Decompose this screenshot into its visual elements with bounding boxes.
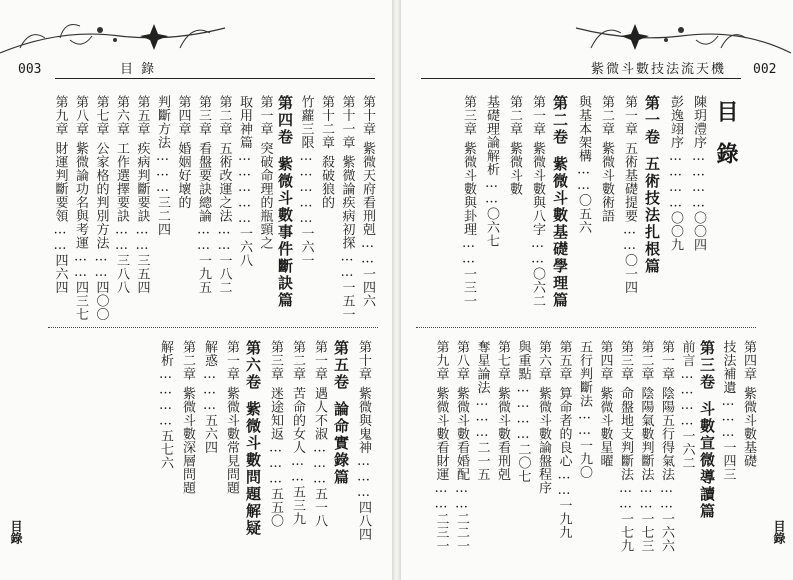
book-spine [392,0,401,580]
chapter-number: 第九章 [52,95,68,136]
page-number: 003 [18,62,42,77]
page-ref: 四八四 [356,500,371,541]
foot-mark: 目錄 [9,520,23,544]
entry-title: 工作選擇要訣 [114,141,129,223]
toc-entry[interactable] [618,340,632,553]
entry-title: 陰陽氣數判斷法 [638,386,654,481]
page-ref: 二三一 [433,512,449,553]
foot-mark: 目錄 [772,520,786,544]
entry-title: 論命實錄篇 [332,401,350,486]
toc-entry[interactable] [224,340,238,495]
entry-title: 遇人不淑 [312,386,327,441]
chapter-number: 第三章 [618,340,633,381]
entry-title: 解析 [158,340,173,367]
entry-title: 疾病判斷要訣 [134,141,150,223]
toc-entry[interactable] [484,95,498,248]
toc-entry[interactable] [268,340,282,528]
toc-entry[interactable] [299,95,313,267]
chapter-number: 第二章 [599,95,614,136]
header-rule [421,78,741,79]
page-ref: 一六二 [679,429,695,470]
page-ref: 三八八 [114,253,129,294]
leader-dots: …… [576,162,591,194]
toc-entry[interactable] [622,95,636,294]
chapter-number: 第七章 [495,340,510,381]
chapter-number: 第一章 [257,95,273,136]
volume-heading [700,340,714,520]
page-ref: 四〇〇 [93,280,109,321]
volume-heading [553,95,567,309]
running-head: 紫微斗數技法流天機 [591,62,727,77]
page-ref: 一五一 [339,280,355,321]
toc-entry[interactable] [356,340,370,541]
leader-dots: …… [93,249,109,281]
entry-title: 財運判斷要領 [52,141,68,223]
leader-dots: …… [134,222,150,254]
entry-title: 迷途知返 [268,386,283,441]
entry-title: 前言 [679,340,695,367]
entry-title: 奪星論法 [474,340,490,394]
chapter-number: 第六章 [114,95,129,136]
entry-title: 紫微斗數常見問題 [224,386,239,495]
page-ref: 三二四 [155,195,170,236]
chapter-number: 第二章 [290,340,305,381]
leader-dots: ……… [155,149,170,196]
toc-entry[interactable] [577,340,591,479]
toc-entry[interactable] [135,95,149,294]
chapter-number: 第六卷 [244,340,262,391]
leader-dots: …… [216,222,232,254]
page-ref: 四三七 [73,280,88,321]
leader-dots: ……… [312,440,327,487]
toc-entry[interactable] [691,95,705,252]
entry-title: 算命者的良心 [556,386,572,468]
leader-dots: ……… [202,367,217,414]
chapter-number: 第五章 [556,340,572,381]
toc-entry[interactable] [741,340,755,468]
entry-title: 與重點 [515,340,531,381]
entry-title: 五行判斷法 [577,340,592,408]
volume-heading [246,340,260,537]
toc-entry[interactable] [576,95,590,234]
entry-title: 看盤要訣總論 [196,141,211,223]
volume-heading [645,95,659,275]
chapter-number: 第十章 [356,340,371,381]
leader-dots: …… [618,481,633,512]
page-ref: 二二一 [454,512,469,553]
chapter-number: 第一章 [530,95,545,136]
page-ref: 一九五 [196,253,211,294]
toc-entry[interactable] [454,340,468,553]
right-page [401,0,793,580]
entry-title: 竹蘿三限 [298,95,314,149]
toc-entry[interactable] [73,95,87,321]
floral-ornament-icon [0,8,230,68]
leader-dots: ………… [679,367,695,429]
page-ref: 一九九 [556,498,572,539]
entry-title: 陰陽五行得氣法 [659,386,674,481]
chapter-number: 第一章 [659,340,674,381]
page-ref: 〇一四 [622,253,637,294]
entry-title: 彭逸翊序 [668,95,683,149]
page-ref: 一六六 [659,512,674,553]
leader-dots: …… [290,454,305,485]
chapter-number: 第一卷 [643,95,661,146]
leader-dots: …… [114,222,129,254]
page-ref: 一九〇 [577,438,592,479]
entry-title: 基礎理論解析 [484,95,499,176]
running-head: 目 錄 [120,62,157,77]
chapter-number: 第二章 [180,340,195,381]
page-ref: 五五〇 [268,487,283,528]
page-ref: 五六四 [202,413,217,454]
leader-dots: …… [461,236,476,267]
entry-title: 斗數宣微導讀篇 [698,401,716,520]
entry-title: 紫微與鬼神 [356,386,371,454]
leader-dots: …… [433,481,449,512]
leader-dots: ……… [474,394,490,441]
leader-dots: ……… [268,440,283,487]
entry-title: 紫微斗數基礎學理篇 [551,156,569,309]
entry-title: 紫微斗數看財運 [433,386,449,481]
toc-entry[interactable] [557,340,571,539]
chapter-number: 第二章 [507,95,522,136]
leader-dots: …………… [237,149,252,227]
toc-entry[interactable] [217,95,231,294]
leader-dots: …… [52,222,68,254]
chapter-number: 第四章 [597,340,613,381]
chapter-number: 第三章 [196,95,211,136]
toc-entry[interactable] [599,95,613,223]
chapter-number: 第四卷 [276,95,294,146]
toc-entry[interactable] [155,95,169,236]
header-rule [55,78,375,79]
toc-entry[interactable] [319,95,333,209]
page-ref: 五七六 [158,429,173,470]
toc-entry[interactable] [114,95,128,294]
toc-entry[interactable] [639,340,653,553]
toc-entry[interactable] [598,340,612,468]
entry-title: 判斷方法 [155,95,170,149]
page-ref: 五一八 [312,487,327,528]
toc-entry[interactable] [94,95,108,321]
page-ref: 四六四 [52,253,68,294]
entry-title: 紫微論疾病初探 [339,155,355,250]
entry-title: 婚姻好壞的 [175,141,191,209]
leader-dots: ……… [356,454,371,501]
leader-dots: …… [622,222,637,254]
chapter-number: 第五卷 [332,340,350,391]
toc-entry[interactable] [516,340,530,483]
chapter-number: 第一章 [622,95,637,136]
entry-title: 殺破狼的 [319,155,334,209]
chapter-number: 第四章 [175,95,191,136]
leader-dots: …… [659,481,674,512]
entry-title: 紫微斗數基礎 [741,386,756,468]
chapter-number: 第十二章 [319,95,334,149]
toc-entry[interactable] [258,95,272,250]
leader-dots: …… [73,249,88,281]
entry-title: 命盤地支判斷法 [618,386,633,481]
toc-entry[interactable] [340,95,354,321]
entry-title: 紫微天府看刑剋 [360,141,375,236]
entry-title: 技法補遺 [720,340,736,394]
page-ref: 二〇七 [515,442,531,483]
toc-entry[interactable] [536,340,550,495]
page-ref: 一四六 [360,267,375,308]
toc-entry[interactable] [530,95,544,308]
toc-entry[interactable] [475,340,489,481]
page-ref: 一七九 [618,512,633,553]
toc-entry[interactable] [495,340,509,481]
leader-dots: …… [577,407,592,439]
leader-dots: …… [360,236,375,267]
page-ref: 〇五六 [576,193,591,234]
toc-entry[interactable] [668,95,682,252]
toc-entry[interactable] [180,340,194,495]
entry-title: 紫微論功名與考運 [73,141,88,250]
entry-title: 紫微斗數與卦理 [461,141,476,236]
chapter-number: 第八章 [454,340,469,381]
chapter-number: 第二卷 [551,95,569,146]
entry-title: 紫微斗數深層問題 [180,386,195,495]
entry-title: 紫微斗數問題解疑 [244,401,262,537]
page-ref: 〇六二 [530,267,545,308]
entry-title: 取用神篇 [237,95,252,149]
leader-dots: ………… [515,380,531,443]
toc-entry[interactable] [360,95,374,308]
page-ref: 〇〇九 [668,211,683,252]
leader-dots: …… [484,176,499,207]
page-ref: 一八二 [216,253,232,294]
page-ref: 二一五 [474,440,490,481]
chapter-number: 第六章 [536,340,551,381]
leader-dots: …… [530,236,545,267]
volume-heading [278,95,292,309]
leader-dots: …… [339,249,355,281]
chapter-number: 第十章 [360,95,375,136]
chapter-number: 第一章 [224,340,239,381]
toc-entry[interactable] [434,340,448,553]
chapter-number: 第一章 [312,340,327,381]
toc-entry[interactable] [659,340,673,553]
toc-entry[interactable] [312,340,326,528]
chapter-number: 第三卷 [698,340,716,391]
leader-dots: …… [454,481,469,512]
chapter-number: 第十一章 [339,95,355,149]
toc-entry[interactable] [507,95,521,196]
page-ref: 一三一 [461,267,476,308]
toc-entry[interactable] [290,340,304,526]
entry-title: 苦命的女人 [290,386,305,454]
toc-entry[interactable] [202,340,216,454]
leader-dots: …………… [298,149,314,227]
chapter-number: 第七章 [93,95,109,136]
leader-dots: …… [196,222,211,254]
chapter-number: 第五章 [134,95,150,136]
page-ref: 〇〇四 [691,211,706,252]
toc-entry[interactable] [721,340,735,481]
section-divider [48,327,378,328]
entry-title: 五術基礎提要 [622,141,637,223]
leader-dots: …… [556,467,572,499]
entry-title: 紫微斗數事件斷訣篇 [276,156,294,309]
page-ref: 〇六七 [484,207,499,248]
volume-heading [334,340,348,486]
toc-entry[interactable] [196,95,210,294]
left-page [0,0,392,580]
entry-title: 紫微斗數看婚配 [454,386,469,481]
entry-title: 五術改運之法 [216,141,232,223]
page-number: 002 [753,62,777,77]
toc-entry[interactable] [680,340,694,470]
chapter-number: 第三章 [461,95,476,136]
toc-entry[interactable] [461,95,475,308]
chapter-number: 第九章 [433,340,449,381]
entry-title: 突破命理的瓶頸之 [257,141,273,250]
chapter-number: 第八章 [73,95,88,136]
page-ref: 三五四 [134,253,150,294]
entry-title: 公家格的判別方法 [93,141,109,250]
toc-title: 目錄 [713,100,739,184]
page-ref: 一七三 [638,512,654,553]
page-ref: 一四三 [720,440,736,481]
leader-dots: ……… [720,394,736,441]
entry-title: 與基本架構 [576,95,591,163]
entry-title: 五術技法扎根篇 [643,156,661,275]
section-divider [416,327,756,328]
toc-entry[interactable] [158,340,172,470]
chapter-number: 第二章 [638,340,654,381]
page-ref: 一六八 [237,226,252,267]
toc-entry[interactable] [53,95,67,294]
page-ref: 一六一 [298,226,314,267]
chapter-number: 第四章 [741,340,756,381]
entry-title: 紫微斗數 [507,141,522,196]
leader-dots: …… [638,481,654,512]
entry-title: 紫微斗數星曜 [597,386,613,468]
entry-title: 紫微斗數論盤程序 [536,386,551,495]
entry-title: 紫微斗數看刑剋 [495,386,510,481]
toc-entry[interactable] [176,95,190,209]
entry-title: 解惑 [202,340,217,367]
page-ref: 五三九 [290,485,305,526]
entry-title: 陳玥澧序 [691,95,706,149]
entry-title: 紫微斗數與八字 [530,141,545,236]
chapter-number: 第二章 [216,95,232,136]
leader-dots: ………… [668,149,683,211]
leader-dots: ………… [691,149,706,211]
entry-title: 紫微斗數術語 [599,141,614,223]
chapter-number: 第三章 [268,340,283,381]
toc-entry[interactable] [237,95,251,267]
leader-dots: ………… [158,367,173,429]
